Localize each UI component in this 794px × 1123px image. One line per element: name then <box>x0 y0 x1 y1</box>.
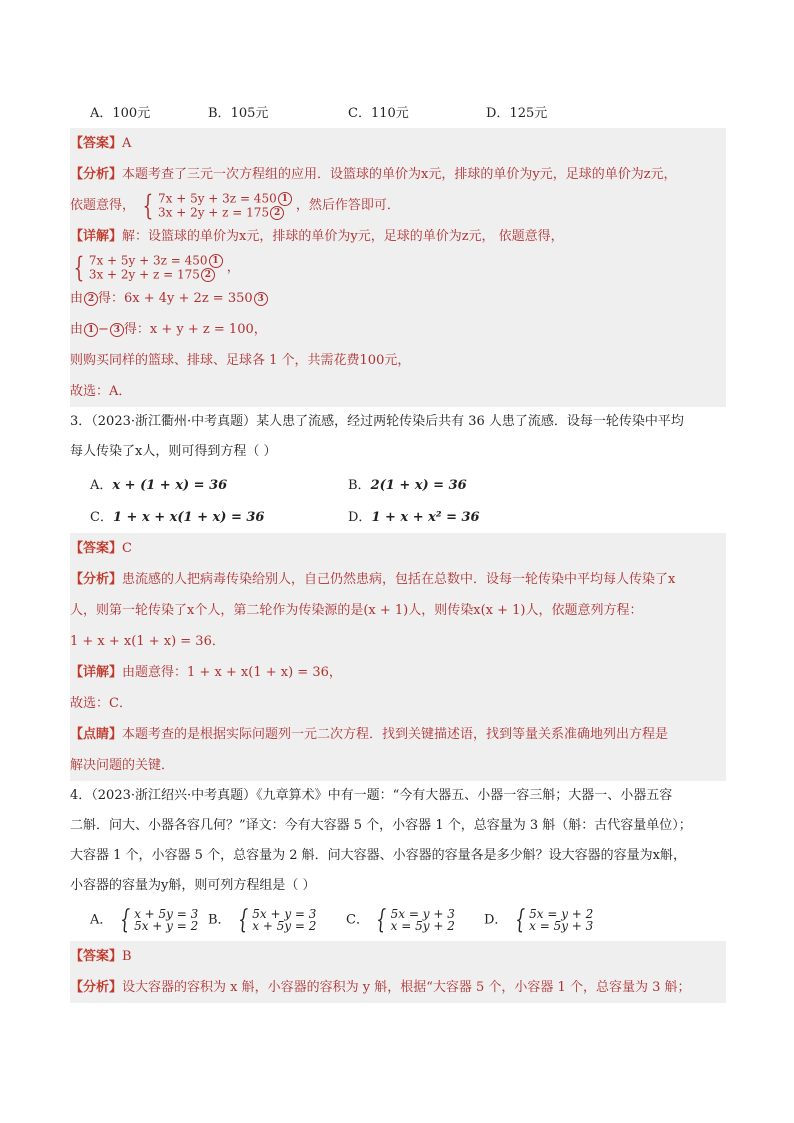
q3-options-ab <box>70 467 726 499</box>
option-d: D．125元 <box>486 105 548 121</box>
prev-answer-block <box>70 128 726 407</box>
option-b: B．105元 <box>208 105 269 121</box>
prev-detail-1: 【详解】解：设篮球的单价为x元，排球的单价为y元，足球的单价为z元， 依题意得， <box>70 229 564 244</box>
q3-analysis-1: 【分析】患流感的人把病毒传染给别人，自己仍然患病，包括在总数中．设每一轮传染中平均每人传染了x <box>70 572 676 587</box>
q3-option-c: C．1 + x + x(1 + x) = 36 <box>90 509 265 525</box>
prev-detail-sys: { 7x + 5y + 3z = 450 1 3x + 2y + z = 175 2 ， <box>70 252 726 283</box>
prev-analysis-1: 【分析】本题考查了三元一次方程组的应用．设篮球的单价为x元，排球的单价为y元，足球的单价为z元， <box>70 167 677 182</box>
document-page <box>70 98 726 1003</box>
q4-answer-block <box>70 941 726 1003</box>
q4-answer: 【答案】B <box>70 949 132 964</box>
equation-system-2: { 7x + 5y + 3z = 450 1 3x + 2y + z = 175 2 <box>70 254 223 282</box>
q4-option-b: B． { 5x + y = 3 x + 5y = 2 <box>208 905 317 935</box>
q3-analysis-3: 1 + x + x(1 + x) = 36． <box>70 634 225 649</box>
q3-options-cd <box>70 499 726 531</box>
q4-stem-2: 二斛．问大、小器各容几何？”译文：今有大容器 5 个，小容器 1 个，总容量为 3 斛（斛：古代容量单位）； <box>70 818 692 833</box>
option-c: C．110元 <box>348 105 409 121</box>
prev-detail-6: 故选：A． <box>70 384 132 399</box>
question-3 <box>70 407 726 531</box>
q3-analysis-2: 人，则第一轮传染了x个人，第二轮作为传染源的是(x + 1)人，则传染x(x + 1)人，依题意列方程： <box>70 603 643 618</box>
prev-detail-3: 由 2 得：6x + 4y + 2z = 350 3 <box>70 283 726 314</box>
q3-point-1: 【点睛】本题考查的是根据实际问题列一元二次方程．找到关键描述语，找到等量关系准确地列出方程是 <box>70 727 669 742</box>
equation-system: { 7x + 5y + 3z = 450 1 3x + 2y + z = 175 2 <box>139 192 292 220</box>
prev-detail-5: 则购买同样的篮球、排球、足球各 1 个，共需花费100元， <box>70 353 411 368</box>
q3-stem-1: 3．（2023·浙江衢州·中考真题）某人患了流感，经过两轮传染后共有 36 人患了流感．设每一轮传染中平均 <box>70 414 684 429</box>
prev-answer: 【答案】A <box>70 136 132 151</box>
q4-option-a: A． { x + 5y = 3 5x + y = 2 <box>90 905 199 935</box>
q3-detail-1: 【详解】由题意得：1 + x + x(1 + x) = 36， <box>70 665 342 680</box>
q3-option-d: D．1 + x + x² = 36 <box>348 509 480 525</box>
option-a: A．100元 <box>90 105 151 121</box>
q4-analysis-1: 【分析】设大容器的容积为 x 斛，小容器的容积为 y 斛，根据“大容器 5 个，小容器 1 个，总容量为 3 斛； <box>70 980 691 995</box>
q3-option-a: A．x + (1 + x) = 36 <box>90 477 228 493</box>
prev-options <box>70 98 726 124</box>
q3-option-b: B．2(1 + x) = 36 <box>348 477 467 493</box>
q3-stem-2: 每人传染了x人，则可得到方程（ ） <box>70 444 277 459</box>
prev-analysis-2: 依题意得， { 7x + 5y + 3z = 450 1 3x + 2y + z = 175 2 ，然后作答即可． <box>70 190 400 221</box>
q4-option-c: C． { 5x = y + 3 x = 5y + 2 <box>346 905 455 935</box>
prev-detail-4: 由 1 − 3 得：x + y + z = 100， <box>70 322 267 337</box>
q3-answer-block <box>70 533 726 781</box>
q4-option-d: D． { 5x = y + 2 x = 5y + 3 <box>484 905 594 935</box>
q3-point-2: 解决问题的关键． <box>70 758 175 773</box>
q3-answer: 【答案】C <box>70 541 132 556</box>
q3-detail-2: 故选：C． <box>70 696 132 711</box>
q4-stem-4: 小容器的容量为y斛，则可列方程组是（ ） <box>70 878 316 893</box>
q4-options <box>70 901 726 939</box>
q4-stem-1: 4．（2023·浙江绍兴·中考真题）《九章算术》中有一题：“今有大器五、小器一容三斛；大器一、小器五容 <box>70 788 673 803</box>
q4-stem-3: 大容器 1 个，小容器 5 个，总容量为 2 斛．问大容器、小容器的容量各是多少斛？设大容器的容量为x斛， <box>70 848 686 863</box>
question-4 <box>70 781 726 939</box>
